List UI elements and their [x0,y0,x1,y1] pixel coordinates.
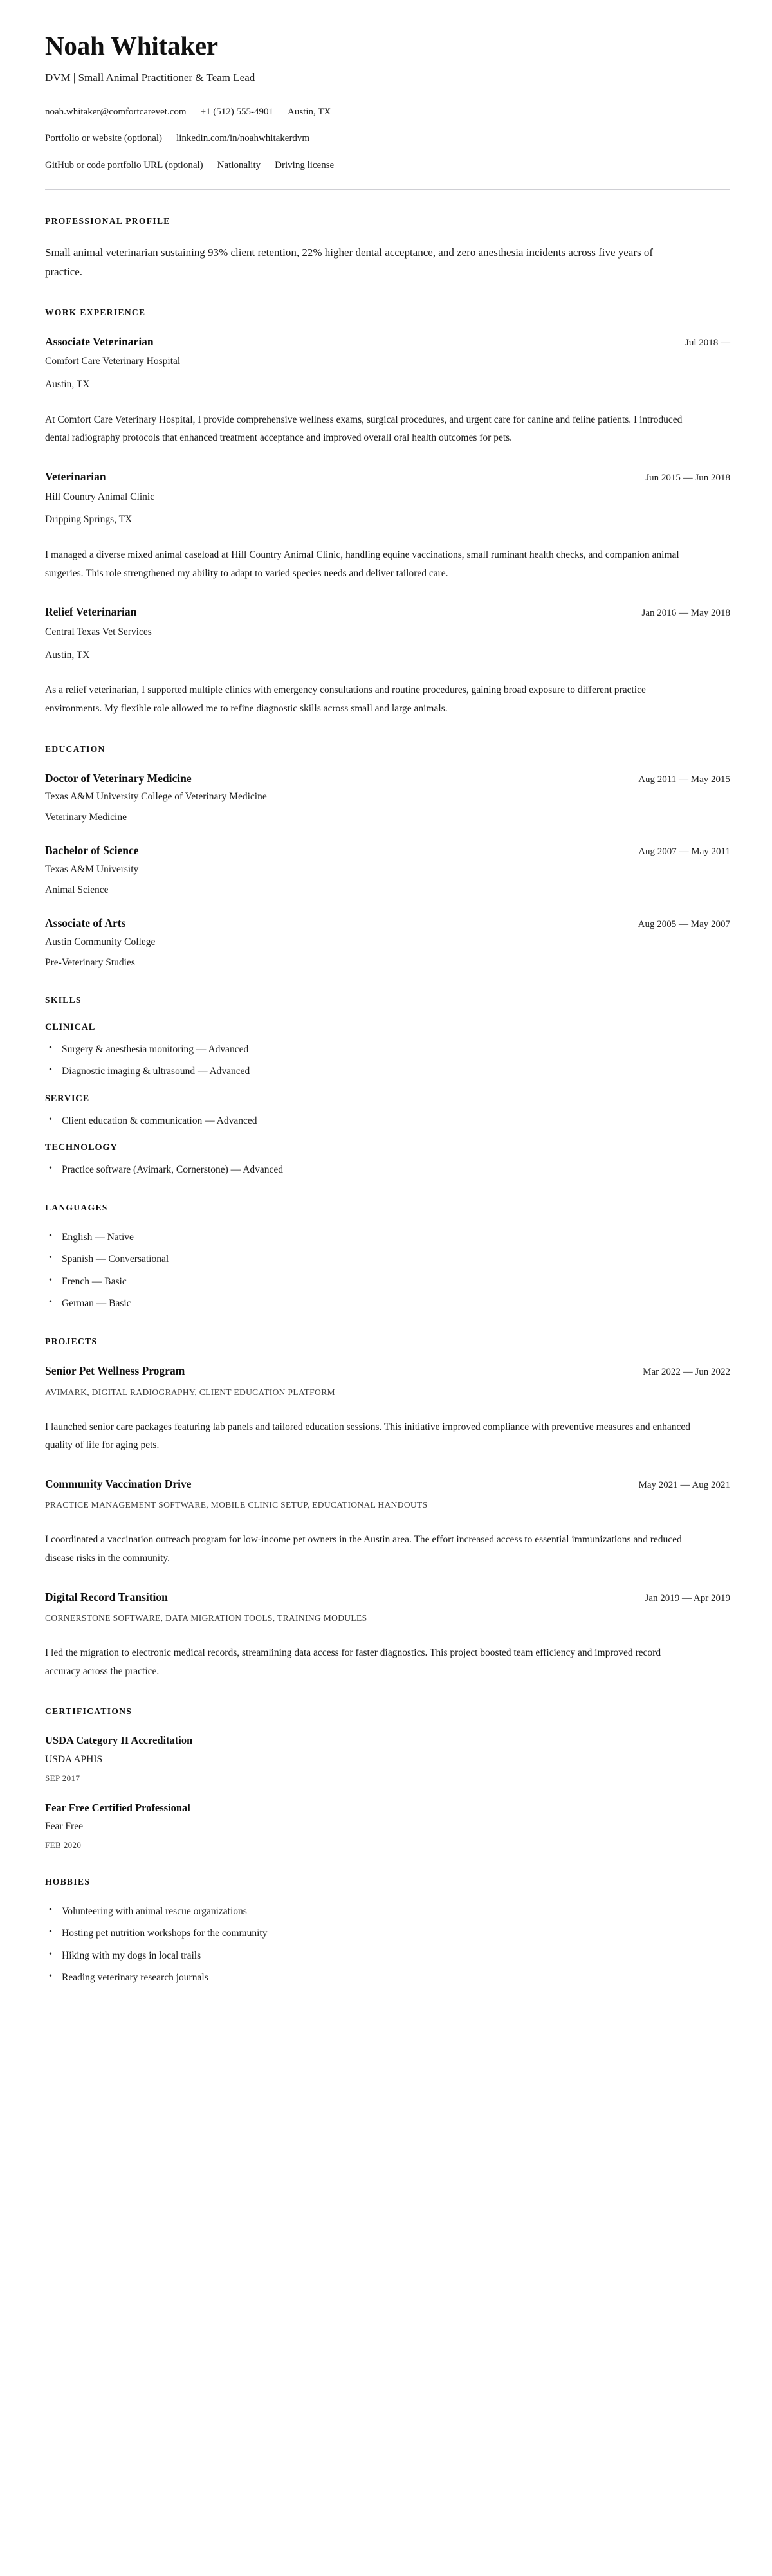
skill-group-title: TECHNOLOGY [45,1142,118,1153]
education-entry [45,916,730,969]
skill-item-list [45,1162,730,1177]
contact-item: Austin, TX [288,106,331,117]
skill-group-list [45,1022,730,1177]
certification-name: USDA Category II Accreditation [45,1734,193,1747]
skill-item-list [45,1113,730,1128]
section-projects [45,1337,730,1681]
section-education [45,744,730,970]
education-degree: Associate of Arts [45,917,126,930]
section-professional-profile [45,216,730,282]
certification-entry [45,1733,730,1784]
section-title-languages: LANGUAGES [45,1203,108,1213]
project-entry [45,1477,730,1568]
project-tech-stack: AVIMARK, DIGITAL RADIOGRAPHY, CLIENT EDUCATION PLATFORM [45,1387,335,1397]
section-work-experience [45,307,730,718]
section-hobbies [45,1877,730,1985]
work-entry-list [45,334,730,718]
work-entry-description: As a relief veterinarian, I supported multiple clinics with emergency consultations and routine procedures, gaining broad exposure to different practice environments. My flexible role allowed me to refine diagnostic skills across small and large animals. [45,684,646,714]
skill-group [45,1142,730,1177]
language-item: • French — Basic [45,1274,730,1289]
contact-row [45,158,730,173]
work-entry-organization: Hill Country Animal Clinic [45,491,155,502]
skill-item: • Client education & communication — Advanced [45,1113,730,1128]
section-certifications [45,1706,730,1851]
hobby-list [45,1904,730,1985]
contact-link[interactable]: noah.whitaker@comfortcarevet.com [45,106,187,117]
work-entry-date: Jul 2018 — [685,337,730,348]
work-entry [45,470,730,583]
work-entry-description: At Comfort Care Veterinary Hospital, I provide comprehensive wellness exams, surgical procedures, and urgent care for canine and feline patients. I introduced dental radiography protocols that enhanced treatment acceptance and improved overall oral health outcomes for pets. [45,414,683,444]
work-entry-date: Jun 2015 — Jun 2018 [645,473,730,484]
section-title-skills: SKILLS [45,995,82,1005]
contact-item: Nationality [217,160,261,170]
project-entry-header [45,1477,730,1492]
project-entry [45,1590,730,1681]
education-school: Texas A&M University [45,863,139,875]
project-tech-stack: CORNERSTONE SOFTWARE, DATA MIGRATION TOOLS, TRAINING MODULES [45,1613,367,1623]
section-title-work: WORK EXPERIENCE [45,307,146,317]
contact-row [45,105,730,120]
section-title-education: EDUCATION [45,744,106,754]
education-degree: Bachelor of Science [45,844,139,857]
contact-item: Driving license [275,160,335,170]
education-field: Pre-Veterinary Studies [45,956,135,968]
hobby-item: • Hosting pet nutrition workshops for the community [45,1926,730,1941]
contact-link[interactable]: linkedin.com/in/noahwhitakerdvm [176,133,310,144]
education-field: Veterinary Medicine [45,811,127,823]
skill-item: • Diagnostic imaging & ultrasound — Advanced [45,1064,730,1079]
certification-list [45,1733,730,1851]
section-title-hobbies: HOBBIES [45,1877,91,1887]
education-degree: Doctor of Veterinary Medicine [45,771,192,785]
candidate-name: Noah Whitaker [45,31,218,60]
work-entry-header [45,470,730,485]
skill-item-list [45,1042,730,1079]
profile-summary-text: Small animal veterinarian sustaining 93% client retention, 22% higher dental acceptance, and zero anesthesia incidents across five years of practice. [45,246,654,279]
header-divider [45,189,730,190]
language-item: • Spanish — Conversational [45,1252,730,1266]
skill-group [45,1022,730,1079]
project-date: Jan 2019 — Apr 2019 [645,1593,730,1603]
education-date: Aug 2007 — May 2011 [638,846,730,857]
skill-group [45,1093,730,1128]
education-entry [45,771,730,825]
section-title-certifications: CERTIFICATIONS [45,1706,133,1717]
work-entry-date: Jan 2016 — May 2018 [641,608,730,619]
education-entry-header [45,843,730,859]
certification-date: SEP 2017 [45,1773,80,1783]
project-tech-stack: PRACTICE MANAGEMENT SOFTWARE, MOBILE CLINIC SETUP, EDUCATIONAL HANDOUTS [45,1500,428,1510]
work-entry-title: Associate Veterinarian [45,334,154,348]
work-entry-location: Austin, TX [45,379,90,390]
work-entry-location: Dripping Springs, TX [45,514,133,525]
education-date: Aug 2011 — May 2015 [638,774,730,785]
skill-group-title: SERVICE [45,1093,89,1104]
project-entry-header [45,1590,730,1605]
project-date: Mar 2022 — Jun 2022 [643,1367,730,1378]
skill-item: • Practice software (Avimark, Cornerstone) — Advanced [45,1162,730,1177]
work-entry-header [45,605,730,620]
section-title-profile: PROFESSIONAL PROFILE [45,216,170,226]
hobby-item: • Volunteering with animal rescue organizations [45,1904,730,1919]
project-entry-list [45,1364,730,1681]
contact-row [45,131,730,146]
candidate-headline: DVM | Small Animal Practitioner & Team Lead [45,71,255,84]
project-entry [45,1364,730,1455]
certification-issuer: USDA APHIS [45,1753,103,1765]
certification-name: Fear Free Certified Professional [45,1801,190,1814]
language-item: • English — Native [45,1230,730,1245]
education-entry [45,843,730,897]
work-entry-title: Veterinarian [45,470,106,484]
certification-date: FEB 2020 [45,1840,82,1850]
education-entry-list [45,771,730,970]
work-entry-header [45,334,730,350]
education-entry-header [45,916,730,931]
work-entry-organization: Central Texas Vet Services [45,626,152,637]
project-title: Digital Record Transition [45,1590,168,1603]
project-description: I coordinated a vaccination outreach program for low-income pet owners in the Austin area. The effort increased access to essential immunizations and reduced disease risks in the community. [45,1534,682,1564]
work-entry-organization: Comfort Care Veterinary Hospital [45,356,181,367]
resume-header [45,31,730,190]
section-title-projects: PROJECTS [45,1337,98,1347]
project-description: I led the migration to electronic medical records, streamlining data access for faster diagnostics. This project boosted team efficiency and improved record accuracy across the practice. [45,1647,661,1677]
contact-item: Portfolio or website (optional) [45,133,163,144]
education-date: Aug 2005 — May 2007 [638,919,730,930]
contact-item: +1 (512) 555-4901 [200,106,274,117]
language-list [45,1230,730,1311]
work-entry-location: Austin, TX [45,649,90,661]
project-entry-header [45,1364,730,1379]
section-skills [45,995,730,1177]
contact-item: GitHub or code portfolio URL (optional) [45,160,203,170]
section-languages [45,1203,730,1311]
education-school: Austin Community College [45,936,156,947]
certification-entry [45,1801,730,1851]
certification-issuer: Fear Free [45,1821,83,1832]
hobby-item: • Reading veterinary research journals [45,1970,730,1985]
contact-block [45,105,730,173]
project-date: May 2021 — Aug 2021 [638,1479,730,1490]
project-description: I launched senior care packages featuring lab panels and tailored education sessions. This initiative improved compliance with preventive measures and enhanced quality of life for aging pets. [45,1421,690,1451]
work-entry [45,334,730,448]
skill-group-title: CLINICAL [45,1022,96,1033]
language-item: • German — Basic [45,1296,730,1311]
project-title: Senior Pet Wellness Program [45,1364,185,1378]
education-field: Animal Science [45,884,109,895]
hobby-item: • Hiking with my dogs in local trails [45,1948,730,1963]
education-entry-header [45,771,730,787]
education-school: Texas A&M University College of Veterinary Medicine [45,791,267,803]
work-entry-title: Relief Veterinarian [45,605,137,619]
project-title: Community Vaccination Drive [45,1477,192,1490]
skill-item: • Surgery & anesthesia monitoring — Advanced [45,1042,730,1057]
work-entry-description: I managed a diverse mixed animal caseload at Hill Country Animal Clinic, handling equine vaccinations, small ruminant health checks, and companion animal surgeries. This role strengthened my ability to adapt to varied species needs and deliver tailored care. [45,549,679,579]
work-entry [45,605,730,718]
